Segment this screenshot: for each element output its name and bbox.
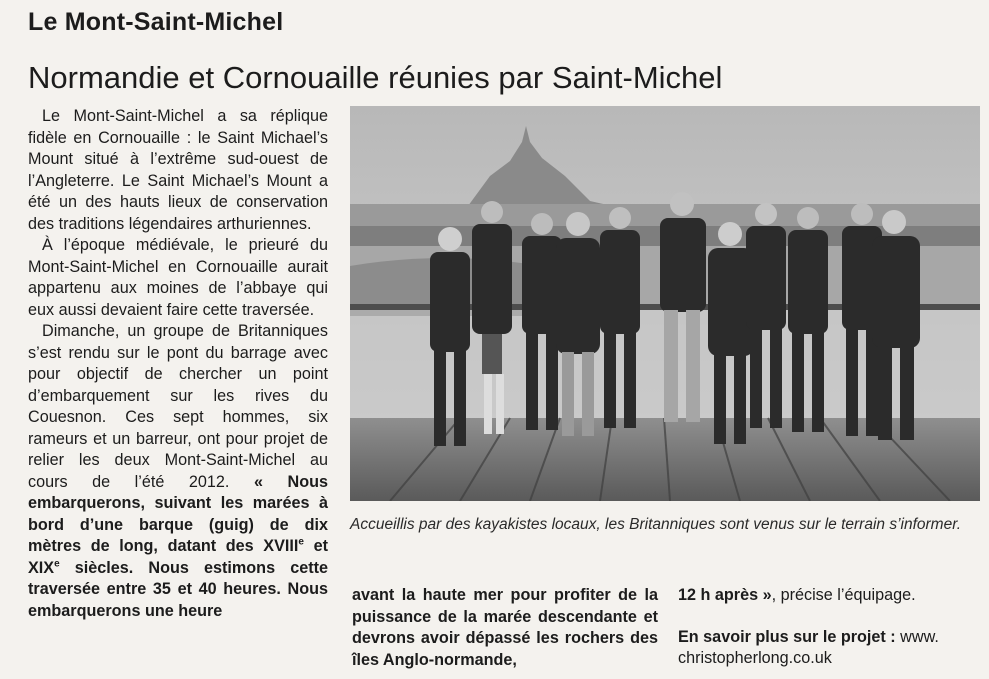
quote-start: « Nous embarquerons, suivant les marées à bord d’une barque (guig) de dix mètres de long, datant des XVIIIe et XIXe siècles. Nous estimons cette traversée entre 35 et 40 heures. Nous embarquerons une heure — [28, 472, 328, 620]
group-photo — [350, 106, 980, 501]
quote-end: 12 h après » — [678, 586, 772, 604]
paragraph-3 — [28, 321, 328, 622]
quote-end-line — [678, 585, 978, 607]
paragraph-2: À l’époque médiévale, le prieuré du Mont-Saint-Michel en Cornouaille aurait appartenu aux moines de l’abbaye qui eux aussi devaient faire cette traversée. — [28, 236, 328, 319]
more-info — [678, 627, 978, 670]
group-of-people — [430, 192, 920, 446]
article-column-3 — [678, 585, 978, 670]
paragraph-3-text: Dimanche, un groupe de Britanniques s’est rendu sur le pont du barrage avec pour objectif de chercher un point d’embarquement sur les rives du Couesnon. Ces sept hommes, six rameurs et un barreur, ont pour projet de relier les deux Mont-Saint-Michel au cours de l’été 2012. — [28, 322, 328, 491]
quote-attribution: , précise l’équipage. — [771, 586, 916, 604]
article-column-2: avant la haute mer pour profiter de la puissance de la marée descendante et devrons avoir dépassé les rochers des îles Anglo-normande, — [352, 586, 658, 669]
project-url[interactable]: www. christopherlong.co.uk — [678, 627, 939, 667]
paragraph-1: Le Mont-Saint-Michel a sa réplique fidèle en Cornouaille : le Saint Michael’s Mount situé à l’extrême sud-ouest de l’Angleterre. Le Saint Michael’s Mount a été un des hauts lieux de conservation des traditions légendaires arthuriennes. — [28, 107, 328, 233]
more-info-label: En savoir plus sur le projet : — [678, 627, 896, 646]
section-title: Le Mont-Saint-Michel — [28, 8, 284, 36]
photo-caption: Accueillis par des kayakistes locaux, les Britanniques sont venus sur le terrain s’informer. — [350, 516, 962, 533]
article-column-1 — [28, 106, 328, 622]
headline: Normandie et Cornouaille réunies par Saint-Michel — [28, 60, 723, 95]
